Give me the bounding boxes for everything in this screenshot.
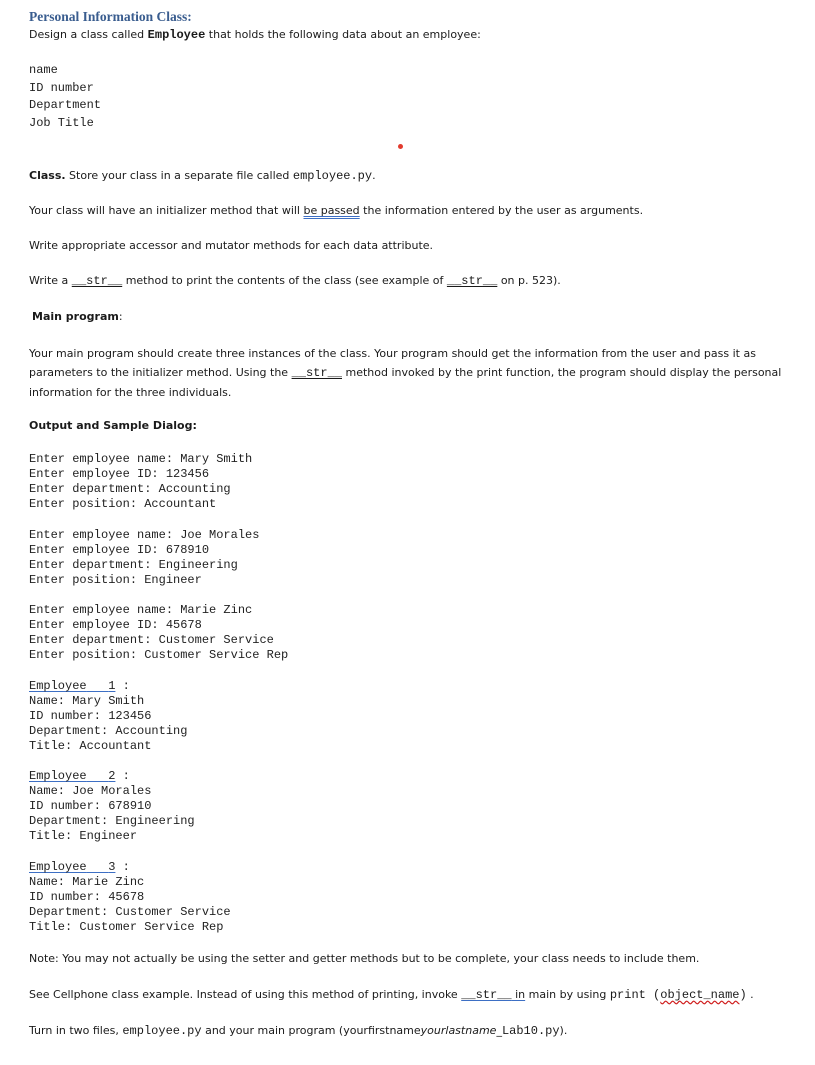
class-line [29, 169, 376, 183]
turnin-underscore: _ [496, 1024, 502, 1037]
accessor-line: Write appropriate accessor and mutator methods for each data attribute. [29, 239, 434, 252]
turnin-file-lab: Lab10.py [501, 1024, 560, 1038]
dialog-block-3 [29, 603, 288, 663]
page-title: Personal Information Class: [29, 9, 192, 24]
init-before: Your class will have an initializer method that will [29, 204, 304, 217]
turnin-file-employee: employee.py [122, 1024, 202, 1038]
dialog-block-2 [29, 528, 259, 588]
field-item: Department [29, 98, 102, 112]
init-after: the information entered by the user as arguments. [359, 204, 644, 217]
dialog-block-1 [29, 452, 252, 512]
be-passed-text: be passed [303, 204, 360, 217]
employee-block-3 [29, 860, 231, 935]
intro-text-after: that holds the following data about an employee: [205, 28, 481, 41]
turnin-end: ). [559, 1024, 568, 1037]
main-paragraph [29, 344, 781, 402]
turnin-before: Turn in two files, [29, 1024, 123, 1037]
field-item: name [29, 63, 58, 77]
employee-block-2 [29, 769, 195, 844]
employee-line: ID number: 45678 [29, 890, 145, 904]
dialog-line: Enter department: Accounting [29, 482, 231, 496]
class-end: . [372, 169, 376, 182]
employee-line: Title: Accountant [29, 739, 152, 753]
see-end: . [746, 988, 754, 1001]
see-in: in [511, 988, 526, 1001]
field-item: ID number [29, 80, 94, 95]
dialog-line: Enter employee ID: 123456 [29, 467, 210, 481]
employee-header [29, 769, 195, 784]
employee-line: Name: Marie Zinc [29, 875, 145, 889]
employee-line: Title: Engineer [29, 829, 138, 843]
class-filename: employee.py [292, 169, 373, 183]
employee-colon: : [115, 769, 130, 783]
intro-text-before: Design a class called [29, 28, 148, 41]
dialog-line: Enter position: Customer Service Rep [29, 648, 289, 662]
see-after: main by using [525, 988, 610, 1001]
main-heading-colon: : [118, 310, 123, 323]
see-line [29, 988, 754, 1002]
str-before: Write a [29, 274, 72, 287]
str-method-4: __str__ [461, 988, 512, 1002]
str-middle: method to print the contents of the class (see example of [122, 274, 447, 287]
str-method-1: __str__ [71, 274, 123, 288]
employee-word: Employee [29, 860, 87, 874]
dialog-line: Enter employee ID: 45678 [29, 618, 202, 632]
str-after: on p. 523). [497, 274, 561, 287]
class-label: Class. [29, 169, 66, 182]
print-code: print [609, 988, 646, 1002]
class-name-employee: Employee [147, 28, 206, 42]
turnin-lastname: yourlastname [420, 1024, 497, 1037]
dialog-line: Enter employee name: Joe Morales [29, 528, 260, 542]
employee-line: ID number: 678910 [29, 799, 152, 813]
dialog-line: Enter position: Engineer [29, 573, 202, 587]
see-before: See Cellphone class example. Instead of using this method of printing, invoke [29, 988, 462, 1001]
employee-line: ID number: 123456 [29, 709, 152, 723]
employee-line: Department: Engineering [29, 814, 195, 828]
object-name-code: object_name [660, 988, 740, 1002]
employee-line: Department: Customer Service [29, 905, 231, 919]
employee-line: Name: Joe Morales [29, 784, 152, 798]
dialog-line: Enter position: Accountant [29, 497, 217, 511]
employee-colon: : [115, 679, 130, 693]
dialog-line: Enter employee ID: 678910 [29, 543, 210, 557]
dialog-line: Enter department: Engineering [29, 558, 238, 572]
str-method-3: __str__ [291, 366, 342, 380]
main-para-before: parameters to the initializer method. Using the [29, 366, 292, 379]
employee-number: 1 [108, 679, 116, 693]
note-line: Note: You may not actually be using the setter and getter methods but to be complete, your class needs to include them. [29, 952, 700, 965]
dialog-line: Enter employee name: Mary Smith [29, 452, 253, 466]
intro-line [29, 28, 481, 42]
red-dot-marker [398, 144, 403, 149]
employee-header [29, 860, 231, 875]
paren-open: ( [645, 988, 661, 1002]
turnin-middle: and your main program (yourfirstname [201, 1024, 421, 1037]
main-para-line-3: information for the three individuals. [29, 386, 232, 399]
dialog-line: Enter department: Customer Service [29, 633, 274, 647]
paren-close: ) [739, 988, 747, 1002]
employee-number: 3 [108, 860, 116, 874]
employee-word: Employee [29, 679, 87, 693]
output-heading: Output and Sample Dialog: [29, 419, 197, 432]
class-text: Store your class in a separate file called [65, 169, 293, 182]
dialog-line: Enter employee name: Marie Zinc [29, 603, 253, 617]
main-para-line-1: Your main program should create three instances of the class. Your program should get the information from the user and pass it as [29, 347, 756, 360]
main-heading-label: Main program [32, 310, 119, 323]
main-para-after: method invoked by the print function, the program should display the personal [342, 366, 782, 379]
str-line [29, 274, 561, 288]
employee-colon: : [115, 860, 130, 874]
employee-line: Name: Mary Smith [29, 694, 145, 708]
initializer-line [29, 204, 643, 217]
field-list [29, 62, 101, 132]
employee-line: Title: Customer Service Rep [29, 920, 224, 934]
employee-line: Department: Accounting [29, 724, 188, 738]
main-para-line-2 [29, 363, 781, 383]
turnin-line [29, 1024, 567, 1038]
employee-block-1 [29, 679, 187, 754]
field-item: Job Title [29, 115, 94, 130]
str-method-2: __str__ [446, 274, 498, 288]
main-program-heading [32, 310, 123, 323]
employee-number: 2 [108, 769, 116, 783]
employee-header [29, 679, 187, 694]
employee-word: Employee [29, 769, 87, 783]
